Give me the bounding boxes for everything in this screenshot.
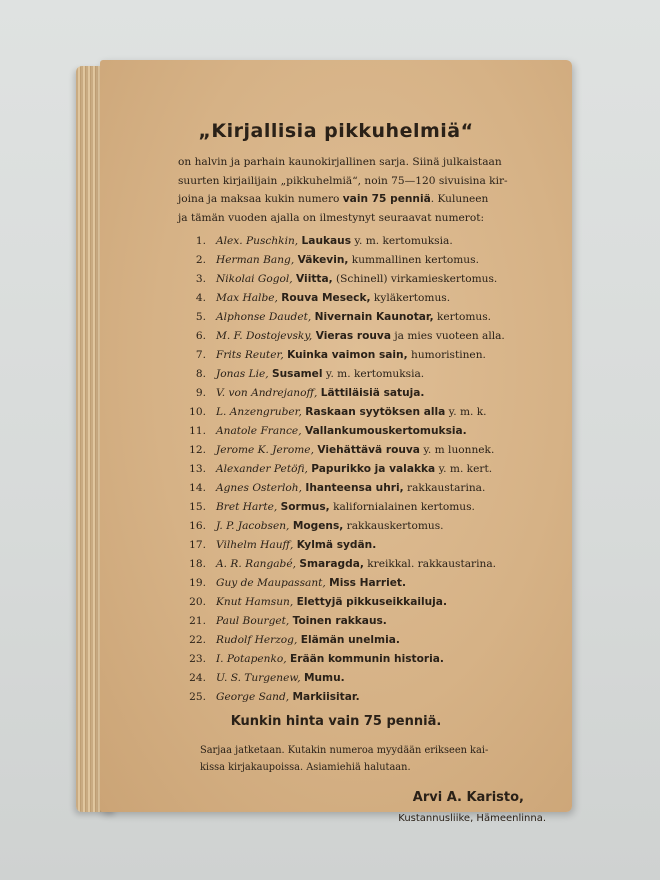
item-title: Vieras rouva — [315, 330, 391, 342]
intro-line: on halvin ja parhain kaunokirjallinen sarja. Siinä julkaistaan — [178, 156, 502, 168]
book-back-cover — [100, 60, 572, 824]
item-number: 10. — [189, 406, 206, 418]
list-item — [180, 232, 560, 251]
item-author: Agnes Osterloh, — [216, 482, 302, 494]
notice-text — [200, 742, 490, 776]
item-title: Markiisitar. — [292, 691, 360, 703]
item-description: kyläkertomus. — [373, 292, 451, 304]
item-description: kummallinen kertomus. — [351, 254, 479, 266]
notice-line: Sarjaa jatketaan. Kutakin numeroa myydään erikseen kai- — [200, 745, 489, 756]
item-description: y. m luonnek. — [423, 444, 495, 456]
item-description: humoristinen. — [411, 349, 486, 361]
item-title: Miss Harriet. — [329, 577, 406, 589]
item-title: Ihanteensa uhri, — [305, 482, 404, 494]
list-item — [180, 365, 560, 384]
intro-line: ja tämän vuoden ajalla on ilmestynyt seuraavat numerot: — [178, 211, 485, 224]
list-item — [180, 536, 560, 555]
item-author: Max Halbe, — [216, 292, 278, 304]
item-number: 2. — [195, 254, 206, 266]
item-description: rakkauskertomus. — [346, 520, 444, 532]
item-title: Mumu. — [303, 672, 345, 684]
item-author: Alex. Puschkin, — [216, 235, 299, 247]
item-number: 14. — [189, 482, 206, 494]
item-author: Herman Bang, — [216, 254, 295, 266]
list-item — [180, 574, 560, 593]
item-author: I. Potapenko, — [216, 653, 287, 665]
item-title: Viitta, — [296, 273, 333, 285]
list-item — [180, 479, 560, 498]
list-item — [180, 593, 560, 612]
intro-segment: joina ja maksaa kukin numero — [178, 193, 343, 205]
item-author: Alphonse Daudet, — [216, 311, 312, 323]
item-title: Erään kommunin historia. — [289, 653, 444, 665]
title-list — [180, 232, 560, 707]
item-description: rakkaustarina. — [407, 482, 486, 494]
intro-segment: . Kuluneen — [430, 193, 489, 205]
list-item — [180, 517, 560, 536]
list-item — [180, 688, 560, 707]
item-author: Paul Bourget, — [216, 615, 290, 627]
item-title: Papurikko ja valakka — [311, 463, 436, 475]
item-number: 15. — [189, 501, 206, 513]
item-title: Sormus, — [280, 501, 330, 513]
item-number: 13. — [189, 463, 206, 475]
item-number: 18. — [189, 558, 206, 570]
list-item — [180, 289, 560, 308]
list-item — [180, 555, 560, 574]
item-number: 9. — [195, 387, 206, 399]
item-description: y. m. kertomuksia. — [354, 235, 453, 247]
list-item — [180, 308, 560, 327]
item-number: 23. — [189, 653, 206, 665]
list-item — [180, 498, 560, 517]
item-number: 21. — [189, 615, 206, 627]
item-number: 17. — [189, 539, 206, 551]
series-title: „Kirjallisia pikkuhelmiä“ — [198, 120, 474, 142]
item-number: 12. — [189, 444, 206, 456]
item-author: George Sand, — [216, 691, 290, 703]
item-title: Kylmä sydän. — [296, 539, 377, 551]
item-number: 3. — [195, 273, 206, 285]
list-item — [180, 460, 560, 479]
list-item — [180, 422, 560, 441]
intro-text — [178, 153, 548, 227]
item-author: Bret Harte, — [216, 501, 278, 513]
item-number: 4. — [195, 292, 206, 304]
price-line: Kunkin hinta vain 75 penniä. — [230, 714, 442, 729]
item-description: kertomus. — [436, 311, 492, 323]
item-author: M. F. Dostojevsky, — [216, 330, 313, 342]
list-item — [180, 327, 560, 346]
item-description: kalifornialainen kertomus. — [333, 501, 475, 513]
list-item — [180, 612, 560, 631]
list-item — [180, 631, 560, 650]
list-item — [180, 346, 560, 365]
item-title: Viehättävä rouva — [317, 444, 420, 456]
item-author: Vilhelm Hauff, — [216, 539, 294, 551]
item-title: Elettyjä pikkuseikkailuja. — [296, 596, 447, 608]
item-author: J. P. Jacobsen, — [216, 520, 290, 532]
item-author: Nikolai Gogol, — [216, 273, 293, 285]
notice-line: kissa kirjakaupoissa. Asiamiehiä halutaan. — [200, 762, 411, 773]
list-item — [180, 251, 560, 270]
item-number: 8. — [195, 368, 206, 380]
item-title: Mogens, — [292, 520, 344, 532]
item-author: Jonas Lie, — [216, 368, 269, 380]
item-author: L. Anzengruber, — [216, 406, 302, 418]
item-description: ja mies vuoteen alla. — [394, 330, 505, 342]
list-item — [180, 669, 560, 688]
item-number: 25. — [189, 691, 206, 703]
item-description: y. m. kertomuksia. — [325, 368, 425, 380]
item-author: Knut Hamsun, — [216, 596, 294, 608]
item-number: 7. — [195, 349, 206, 361]
item-description: kreikkal. rakkaustarina. — [367, 558, 497, 570]
publisher-name: Arvi A. Karisto, — [412, 790, 524, 805]
item-title: Elämän unelmia. — [300, 634, 400, 646]
item-number: 6. — [195, 330, 206, 342]
item-number: 24. — [189, 672, 206, 684]
item-author: Jerome K. Jerome, — [216, 444, 314, 456]
item-author: Frits Reuter, — [216, 349, 284, 361]
list-item — [180, 650, 560, 669]
item-author: Anatole France, — [216, 425, 302, 437]
list-item — [180, 441, 560, 460]
intro-price-highlight: vain 75 penniä — [342, 193, 431, 205]
item-number: 19. — [189, 577, 206, 589]
item-number: 11. — [189, 425, 206, 437]
item-title: Vallankumouskertomuksia. — [304, 425, 467, 437]
item-title: Rouva Meseck, — [281, 292, 371, 304]
publisher-location: Kustannusliike, Hämeenlinna. — [398, 813, 546, 824]
intro-line — [178, 190, 548, 209]
item-title: Toinen rakkaus. — [292, 615, 387, 627]
item-title: Laukaus — [301, 235, 352, 247]
item-number: 16. — [189, 520, 206, 532]
list-item — [180, 384, 560, 403]
item-description: y. m. k. — [448, 406, 487, 418]
item-description: y. m. kert. — [438, 463, 493, 475]
item-title: Susamel — [272, 368, 323, 380]
item-description: (Schinell) virkamieskertomus. — [336, 273, 498, 285]
list-item — [180, 270, 560, 289]
item-number: 1. — [195, 235, 206, 247]
item-number: 5. — [195, 311, 206, 323]
list-item — [180, 403, 560, 422]
item-author: Rudolf Herzog, — [216, 634, 298, 646]
item-title: Nivernain Kaunotar, — [314, 311, 434, 323]
intro-line: suurten kirjailijain „pikkuhelmiä“, noin 75—120 sivuisina kir- — [178, 174, 508, 187]
item-author: V. von Andrejanoff, — [216, 387, 318, 399]
item-number: 20. — [189, 596, 206, 608]
item-title: Kuinka vaimon sain, — [287, 349, 408, 361]
item-title: Smaragda, — [299, 558, 364, 570]
item-author: U. S. Turgenew, — [216, 672, 301, 684]
item-title: Lättiläisiä satuja. — [320, 387, 425, 399]
item-number: 22. — [189, 634, 206, 646]
item-title: Väkevin, — [297, 254, 349, 266]
item-title: Raskaan syytöksen alla — [305, 406, 446, 418]
item-author: A. R. Rangabé, — [216, 558, 296, 570]
item-author: Alexander Petöfi, — [216, 463, 308, 475]
item-author: Guy de Maupassant, — [216, 577, 326, 589]
